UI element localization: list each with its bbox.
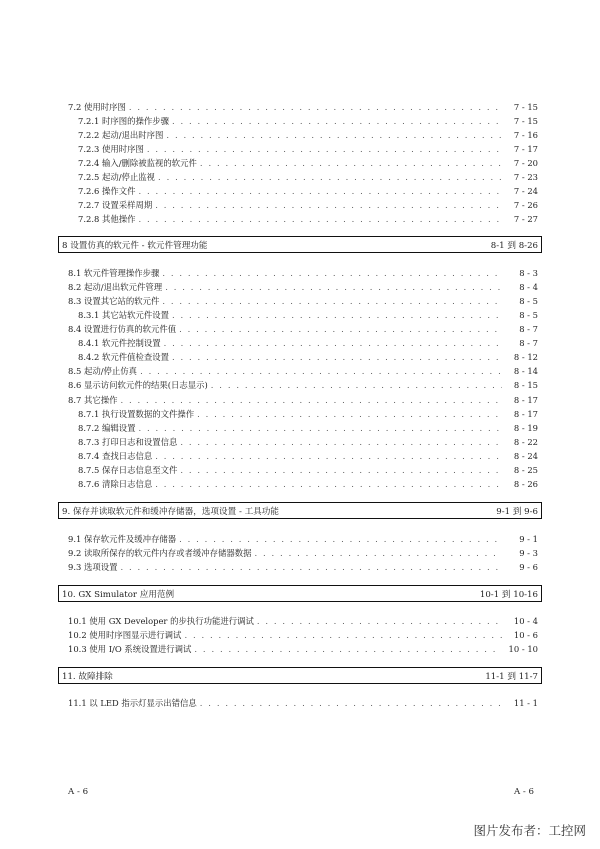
toc-entry-8-7-2[interactable]: 8.7.2 编辑设置 . . . 8 - 19 bbox=[78, 422, 538, 434]
toc-entry-8-7-6[interactable]: 8.7.6 清除日志信息 . . . 8 - 26 bbox=[78, 478, 538, 490]
toc-entry-8-3-1[interactable]: 8.3.1 其它站软元件设置 . . . 8 - 5 bbox=[78, 309, 538, 321]
chapter-page-range: 8-1 到 8-26 bbox=[490, 240, 538, 251]
toc-entry-8-5[interactable]: 8.5 起动/停止仿真 . . . 8 - 14 bbox=[68, 365, 538, 377]
toc-entry-8-7[interactable]: 8.7 其它操作 . . . 8 - 17 bbox=[68, 394, 538, 406]
chapter-title: 11. 故障排除 bbox=[62, 671, 113, 682]
toc-entry-8-7-3[interactable]: 8.7.3 打印日志和设置信息 . . . 8 - 22 bbox=[78, 436, 538, 448]
footer-page-number-left: A - 6 bbox=[68, 787, 89, 797]
toc-entry-8-4-1[interactable]: 8.4.1 软元件控制设置 . . . 8 - 7 bbox=[78, 337, 538, 349]
toc-entry-7-2-6[interactable]: 7.2.6 操作文件 . . . 7 - 24 bbox=[78, 185, 538, 197]
publisher-watermark: 图片发布者：工控网 bbox=[473, 823, 586, 838]
toc-entry-7-2-4[interactable]: 7.2.4 输入/删除被监视的软元件 . . . 7 - 20 bbox=[78, 157, 538, 169]
toc-entry-9-3[interactable]: 9.3 选项设置 . . . 9 - 6 bbox=[68, 561, 538, 573]
toc-entry-8-7-1[interactable]: 8.7.1 执行设置数据的文件操作 . . . 8 - 17 bbox=[78, 408, 538, 420]
toc-entry-10-1[interactable]: 10.1 使用 GX Developer 的步执行功能进行调试 . . . 10 - 4 bbox=[68, 615, 538, 627]
toc-entry-10-2[interactable]: 10.2 使用时序图显示进行调试 . . . 10 - 6 bbox=[68, 629, 538, 641]
toc-entry-8-3[interactable]: 8.3 设置其它站的软元件 . . . 8 - 5 bbox=[68, 295, 538, 307]
chapter-10-header[interactable] bbox=[58, 585, 542, 602]
toc-entry-8-1[interactable]: 8.1 软元件管理操作步骤 . . . 8 - 3 bbox=[68, 267, 538, 279]
toc-entry-10-3[interactable]: 10.3 使用 I/O 系统设置进行调试 . . . 10 - 10 bbox=[68, 643, 538, 655]
toc-entry-8-4-2[interactable]: 8.4.2 软元件值检查设置 . . . 8 - 12 bbox=[78, 351, 538, 363]
toc-entry-8-4[interactable]: 8.4 设置进行仿真的软元件值 . . . 8 - 7 bbox=[68, 323, 538, 335]
toc-entry-8-2[interactable]: 8.2 起动/退出软元件管理 . . . 8 - 4 bbox=[68, 281, 538, 293]
toc-entry-8-7-4[interactable]: 8.7.4 查找日志信息 . . . 8 - 24 bbox=[78, 450, 538, 462]
toc-entry-8-6[interactable]: 8.6 显示访问软元件的结果(日志显示) . . . 8 - 15 bbox=[68, 379, 538, 391]
chapter-8-header[interactable] bbox=[58, 236, 542, 253]
toc-entry-9-2[interactable]: 9.2 读取所保存的软元件内存或者缓冲存储器数据 . . . 9 - 3 bbox=[68, 547, 538, 559]
toc-entry-7-2-3[interactable]: 7.2.3 使用时序图 . . . 7 - 17 bbox=[78, 143, 538, 155]
chapter-title: 9. 保存并读取软元件和缓冲存储器，选项设置 - 工具功能 bbox=[62, 506, 279, 517]
toc-entry-8-7-5[interactable]: 8.7.5 保存日志信息至文件 . . . 8 - 25 bbox=[78, 464, 538, 476]
footer-page-number-right: A - 6 bbox=[513, 787, 534, 797]
chapter-9-header[interactable] bbox=[58, 502, 542, 519]
chapter-page-range: 9-1 到 9-6 bbox=[496, 506, 538, 517]
chapter-page-range: 11-1 到 11-7 bbox=[485, 671, 538, 682]
chapter-title: 8 设置仿真的软元件 - 软元件管理功能 bbox=[62, 240, 208, 251]
toc-entry-7-2-5[interactable]: 7.2.5 起动/停止监视 . . . 7 - 23 bbox=[78, 171, 538, 183]
toc-entry-7-2-8[interactable]: 7.2.8 其他操作 . . . 7 - 27 bbox=[78, 213, 538, 225]
toc-entry-7-2-2[interactable]: 7.2.2 起动/退出时序图 . . . 7 - 16 bbox=[78, 129, 538, 141]
toc-entry-7-2-1[interactable]: 7.2.1 时序图的操作步骤 . . . 7 - 15 bbox=[78, 115, 538, 127]
chapter-11-header[interactable] bbox=[58, 667, 542, 684]
toc-entry-9-1[interactable]: 9.1 保存软元件及缓冲存储器 . . . 9 - 1 bbox=[68, 533, 538, 545]
chapter-page-range: 10-1 到 10-16 bbox=[479, 589, 538, 600]
chapter-title: 10. GX Simulator 应用范例 bbox=[62, 589, 175, 600]
toc-entry-7-2-7[interactable]: 7.2.7 设置采样周期 . . . 7 - 26 bbox=[78, 199, 538, 211]
toc-entry-7-2[interactable]: 7.2 使用时序图 . . . 7 - 15 bbox=[68, 101, 538, 113]
toc-entry-11-1[interactable]: 11.1 以 LED 指示灯显示出错信息 . . . 11 - 1 bbox=[68, 697, 538, 709]
